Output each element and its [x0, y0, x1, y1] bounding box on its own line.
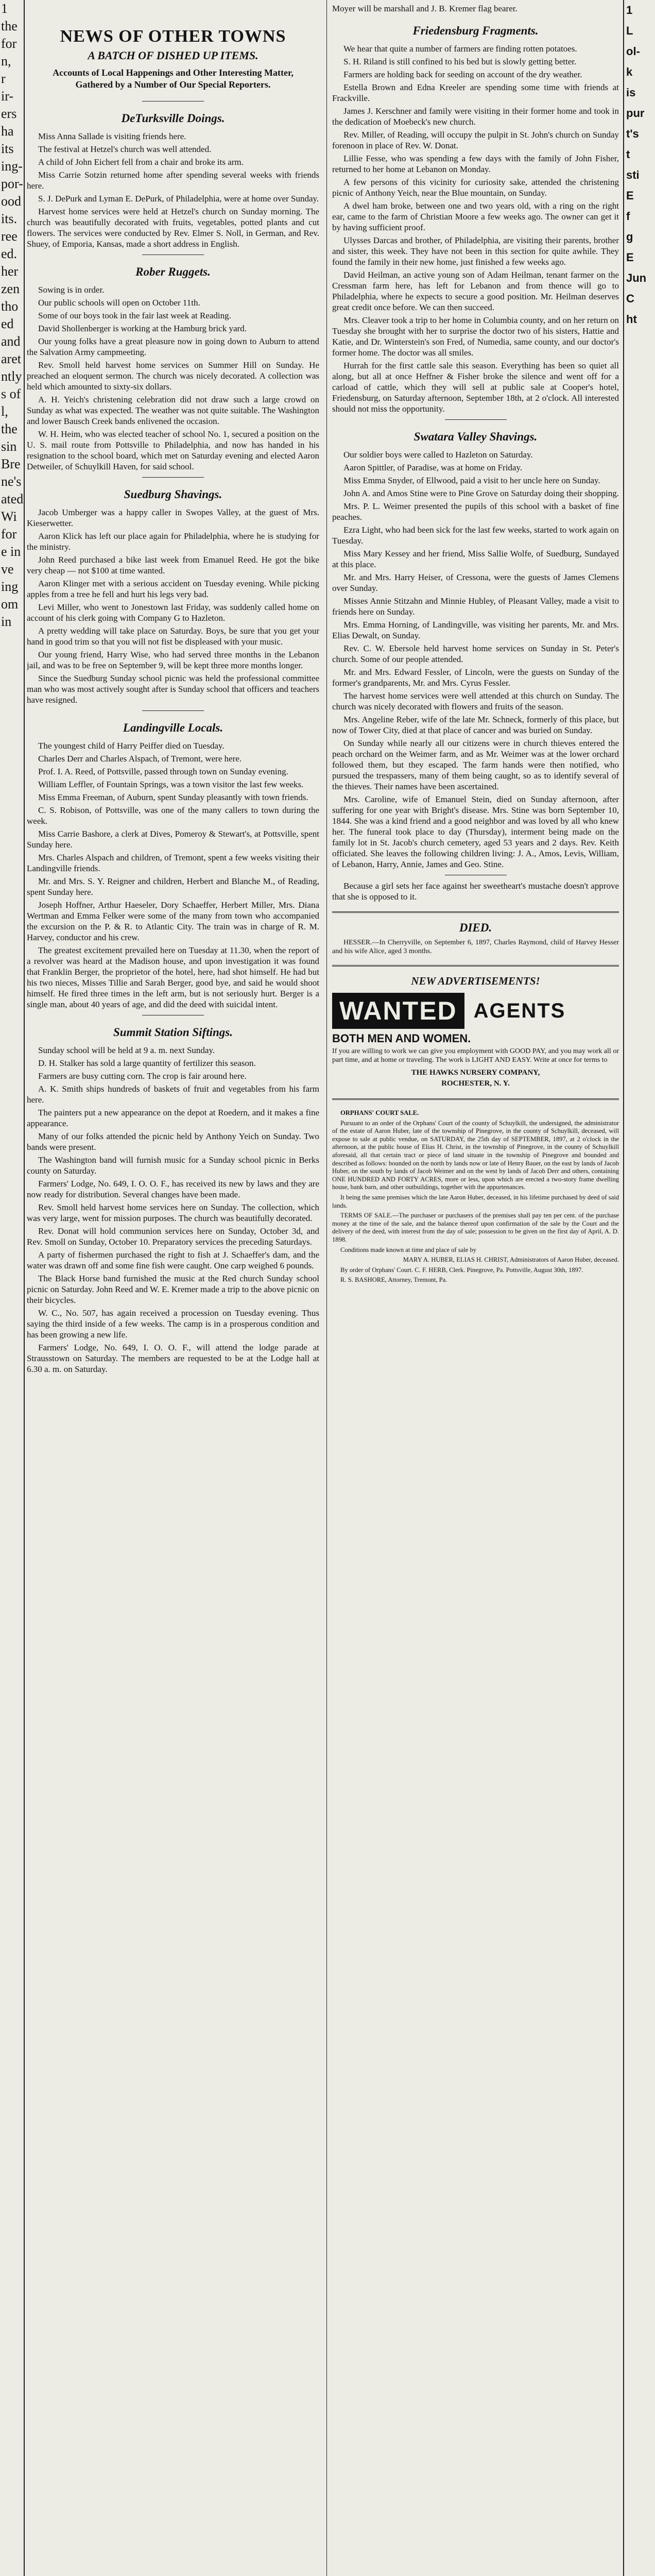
right-fragment-line: f — [626, 210, 630, 223]
divider — [445, 419, 507, 420]
ad-firm-city: ROCHESTER, N. Y. — [441, 1079, 510, 1088]
subdeck: Accounts of Local Happenings and Other Interesting Matter, Gathered by a Number of Our Special Reporters. — [53, 67, 294, 90]
news-item: A party of fishermen purchased the right to fish at J. Schaeffer's dam, and the water was drawn off and some fine fish were caught. One carp weighed 6 pounds. — [27, 1250, 319, 1270]
news-item: C. S. Robison, of Pottsville, was one of the many callers to town during the week. — [27, 805, 319, 826]
news-item: Lillie Fesse, who was spending a few days with the family of John Fisher, returned to her home at Lebanon on Monday. — [332, 154, 619, 174]
column-one-sections — [27, 113, 319, 1375]
notice-paragraph: Pursuant to an order of the Orphans' Court of the county of Schuylkill, the undersigned, the administrator of the estate of Aaron Huber, late of the township of Pinegrove, in the county of Schuylkill, deceased, will expose to sale at public vendue, on SATURDAY, the 25th day of SEPTEMBER, 1897, at 2 o'clock in the afternoon, at the public house of Elias H. Christ, in the township of Pinegrove, in the county of Schuylkill aforesaid, all that certain tract or piece of land situate in the township of Pinegrove and bounded and described as follows: bounded on the north by lands now or late of Henry Bauer, on the east by lands of Jacob Huber, on the south by lands of Jacob Weimer and on the west by lands of Jacob Derr and others, containing ONE HUNDRED AND FORTY ACRES, more or less, upon which are erected a two-story frame dwelling house, bank barn, and other outbuildings, together with the appurtenances. — [332, 1119, 619, 1191]
news-item: Farmers' Lodge, No. 649, I. O. O. F., has received its new by laws and they are now ready for distribution. Several changes have been made. — [27, 1179, 319, 1199]
left-fragment-line: om — [1, 597, 19, 612]
continued-paragraph: Moyer will be marshall and J. B. Kremer flag bearer. — [332, 4, 518, 13]
ad-subhead: BOTH MEN AND WOMEN. — [332, 1032, 471, 1045]
right-column-fragment — [623, 0, 655, 2576]
news-item: Many of our folks attended the picnic held by Anthony Yeich on Sunday. Two bands were present. — [27, 1131, 319, 1152]
news-item: Harvest home services were held at Hetzel's church on Sunday morning. The church was beautifully decorated with fruits, vegetables, potted plants and cut flowers. The services were conducted by Rev. Elmer S. Noll, in German, and Rev. Shuey, of Emporia, Kansas, made a short address in English. — [27, 207, 319, 249]
news-item: Mrs. Cleaver took a trip to her home in Columbia county, and on her return on Tuesday she brought with her to surprise the doctor two of his sisters, Hattie and Katie, and Dr. Winterstein's son Fred, of Numedia, same county, and our doctor's former home. The doctor was all smiles. — [332, 315, 619, 358]
section-heading: Swatara Valley Shavings. — [413, 430, 538, 443]
news-item: Rev. Donat will hold communion services here on Sunday, October 3d, and Rev. Smoll on Sunday, October 10. Preparatory services the preceding Saturdays. — [27, 1226, 319, 1247]
deck: A BATCH OF DISHED UP ITEMS. — [88, 49, 258, 62]
divider — [142, 710, 204, 711]
left-fragment-line: ed — [1, 316, 14, 331]
section-heading: Friedensburg Fragments. — [412, 24, 539, 37]
notice-paragraph: Conditions made known at time and place of sale by — [340, 1246, 477, 1253]
news-item: Rev. Smoll held harvest home services on Summer Hill on Sunday. He preached an eloquent sermon. The church was nicely decorated. A collection was held which amounted to sixty-six dollars. — [27, 360, 319, 392]
left-fragment-line: for — [1, 36, 17, 51]
news-item: A. K. Smith ships hundreds of baskets of fruit and vegetables from his farm here. — [27, 1084, 319, 1105]
column-one — [27, 0, 319, 2576]
ad-body: If you are willing to work we can give you employment with GOOD PAY, and you may work all or part time, and at home or traveling. The work is LIGHT AND EASY. Write at once for terms to — [332, 1047, 619, 1064]
right-fragment-line: g — [626, 230, 633, 243]
left-fragment-line: ve — [1, 562, 14, 577]
news-item: The festival at Hetzel's church was well attended. — [38, 144, 212, 154]
news-item: The painters put a new appearance on the depot at Roedern, and it makes a fine appearance. — [27, 1108, 319, 1128]
left-fragment-line: sin — [1, 439, 17, 454]
news-item: Mrs. Angeline Reber, wife of the late Mr. Schneck, formerly of this place, but now of Tower City, died at that place of cancer and was buried on Sunday. — [332, 715, 619, 735]
right-fragment-line: k — [626, 65, 633, 78]
notice-signature: MARY A. HUBER, ELIAS H. CHRIST, Administrators of Aaron Huber, deceased. — [403, 1256, 619, 1264]
news-item: Our young friend, Harry Wise, who had served three months in the Lebanon jail, and was to be free on September 9, will be kept three more months longer. — [27, 650, 319, 670]
left-fragment-line: ha — [1, 124, 14, 139]
right-fragment-line: E — [626, 251, 634, 264]
agents-label: AGENTS — [473, 999, 566, 1022]
news-item: Our soldier boys were called to Hazleton on Saturday. — [343, 450, 533, 460]
news-item: A dwel ham broke, between one and two years old, with a ring on the right ear, came to the farm of Christian Moore a few weeks ago. The owner can get it by having sufficient proof. — [332, 201, 619, 232]
column-two — [326, 0, 619, 2576]
left-fragment-line: ood — [1, 194, 21, 209]
divider — [332, 911, 619, 913]
news-item: Miss Emma Snyder, of Ellwood, paid a visit to her uncle here on Sunday. — [343, 476, 600, 485]
news-item: Miss Carrie Bashore, a clerk at Dives, Pomeroy & Stewart's, at Pottsville, spent Sunday here. — [27, 829, 319, 850]
left-fragment-line: in — [1, 614, 12, 629]
news-item: Rev. C. W. Ebersole held harvest home services on Sunday in St. Peter's church. Some of our people attended. — [332, 643, 619, 664]
column-two-sections — [332, 25, 619, 870]
left-fragment-line: its. — [1, 211, 18, 226]
left-fragment-line: ree — [1, 229, 18, 244]
right-fragment-line: ol- — [626, 45, 640, 58]
divider — [332, 965, 619, 967]
news-item: Prof. I. A. Reed, of Pottsville, passed through town on Sunday evening. — [38, 767, 288, 776]
left-fragment-line: tho — [1, 299, 19, 314]
left-fragment-line: ntly — [1, 369, 22, 384]
news-item: The harvest home services were well attended at this church on Sunday. The church was nicely decorated with flowers and fruits of the season. — [332, 691, 619, 711]
right-fragment-line: E — [626, 189, 634, 202]
news-item: A pretty wedding will take place on Saturday. Boys, be sure that you get your hand in good trim so that you will not fist be displeased with your music. — [27, 626, 319, 647]
news-item: Joseph Hoffner, Arthur Haeseler, Dory Schaeffer, Herbert Miller, Mrs. Diana Wertman and Emma Felker were some of the many from town who accompanied the excursion on the P. & R. to Atlantic City. The train was in charge of R. M. Harvey, conductor and his crew. — [27, 900, 319, 942]
news-item: Rev. Miller, of Reading, will occupy the pulpit in St. John's church on Sunday forenoon in place of Rev. W. Donat. — [332, 130, 619, 150]
left-fragment-line: n, — [1, 54, 11, 69]
section-heading: Landingville Locals. — [123, 721, 223, 734]
ad-firm-name: THE HAWKS NURSERY COMPANY, — [411, 1069, 540, 1077]
left-column-fragment — [0, 0, 25, 2576]
left-fragment-line: por- — [1, 176, 23, 191]
section-heading: Summit Station Siftings. — [113, 1026, 233, 1039]
news-item: David Heilman, an active young son of Adam Heilman, tenant farmer on the Cressman farm here, has left for Lebanon and from thence will go to Philadelphia, where he expects to secure a good position. Mr. Heilman deserves great credit once before. We can then succeed. — [332, 270, 619, 312]
news-item: Farmers' Lodge, No. 649, I. O. O. F., will attend the lodge parade at Strausstown on Saturday. The members are requested to be at the Lodge hall at 6.30 a. m. on Saturday. — [27, 1343, 319, 1374]
right-fragment-line: sti — [626, 168, 640, 181]
news-item: Mr. and Mrs. Edward Fessler, of Lincoln, were the guests on Sunday of the former's grandparents, Mr. and Mrs. Cyrus Fessler. — [332, 667, 619, 688]
news-item: We hear that quite a number of farmers are finding rotten potatoes. — [343, 44, 577, 54]
right-fragment-line: t's — [626, 127, 639, 140]
right-fragment-line: t — [626, 148, 630, 161]
news-item: A few persons of this vicinity for curiosity sake, attended the christening picnic of Anthony Yeich, near the Blue mountain, on Sunday. — [332, 177, 619, 198]
news-item: The Black Horse band furnished the music at the Red church Sunday school picnic on Saturday. John Reed and W. E. Kremer made a trip to the above picnic on their bicycles. — [27, 1274, 319, 1305]
left-fragment-line: s of — [1, 386, 21, 401]
section-heading: DeTurksville Doings. — [121, 112, 225, 125]
right-fragment-line: Jun — [626, 272, 647, 284]
news-item: Miss Emma Freeman, of Auburn, spent Sunday pleasantly with town friends. — [38, 792, 308, 802]
right-fragment-line: C — [626, 292, 634, 305]
news-item: Charles Derr and Charles Alspach, of Tremont, were here. — [38, 754, 242, 764]
news-item: Aaron Klick has left our place again for Philadelphia, where he is studying for the ministry. — [27, 531, 319, 552]
left-fragment-line: r — [1, 71, 6, 86]
news-item: John Reed purchased a bike last week from Emanuel Reed. He got the bike very cheap — not $100 at time wanted. — [27, 555, 319, 575]
news-item: The youngest child of Harry Peiffer died on Tuesday. — [38, 741, 225, 751]
left-fragment-line: her — [1, 264, 19, 279]
news-item: Sunday school will be held at 9 a. m. next Sunday. — [38, 1045, 215, 1055]
right-fragment-line: is — [626, 86, 636, 99]
news-item: Mrs. P. L. Weimer presented the pupils of this school with a basket of fine peaches. — [332, 501, 619, 522]
filler-item: Because a girl sets her face against her sweetheart's mustache doesn't approve that she is opposed to it. — [332, 881, 619, 902]
news-item: Ulysses Darcas and brother, of Philadelphia, are visiting their parents, brother and sister, this week. They have not been in this section for quite awhile. They found the family in their new home, just finished a few weeks ago. — [332, 235, 619, 267]
section-heading: Suedburg Shavings. — [124, 488, 222, 501]
news-item: Mrs. Caroline, wife of Emanuel Stein, died on Sunday afternoon, after suffering for one year with Bright's disease. Mrs. Stine was born September 10, 1844. She was a kind friend and a good neighbor and was loved by all who knew her. The funeral took place to day (Thursday), interment being made on the family lot in St. Jacob's church cemetery, aged 53 years and 2 days. Rev. Keith officiated. She leaves the following children living: J. A., Amos, Levis, William, of Lebanon, Harry, Annie, James and Geo. Stine. — [332, 794, 619, 869]
news-item: John A. and Amos Stine were to Pine Grove on Saturday doing their shopping. — [343, 488, 619, 498]
news-item: Sowing is in order. — [38, 285, 105, 295]
left-fragment-line: Wi — [1, 509, 17, 524]
news-item: S. H. Riland is still confined to his bed but is slowly getting better. — [343, 57, 577, 66]
left-fragment-line: ed. — [1, 246, 18, 261]
news-item: Our public schools will open on October 11th. — [38, 298, 200, 308]
divider — [332, 1098, 619, 1100]
left-fragment-line: ir- — [1, 89, 14, 104]
notice-attorney: R. S. BASHORE, Attorney, Tremont, Pa. — [340, 1276, 447, 1284]
left-fragment-line: for — [1, 527, 17, 541]
news-item: Some of our boys took in the fair last week at Reading. — [38, 311, 231, 320]
left-fragment-line: ated — [1, 492, 24, 506]
news-item: The greatest excitement prevailed here on Tuesday at 11.30, when the report of a revolver was heard at the Madison house, and upon investigation it was found that Franklin Berger, the proprietor of the hotel, here, had shot himself. He had but his two nieces, Misses Tillie and Sarah Berger, good bye, and said he would shoot himself. He fired three times in the left arm, but is not seriously hurt. Berger is a single man, about 40 years of age, and did the deed with suicidal intent. — [27, 945, 319, 1009]
left-fragment-line: l, — [1, 404, 8, 419]
notice-heading: ORPHANS' COURT SALE. — [340, 1109, 419, 1116]
news-item: S. J. DePurk and Lyman E. DePurk, of Philadelphia, were at home over Sunday. — [38, 194, 319, 204]
left-fragment-line: zen — [1, 281, 20, 296]
news-item: Miss Mary Kessey and her friend, Miss Sallie Wolfe, of Suedburg, Sundayed at this place. — [332, 549, 619, 569]
news-item: Rev. Smoll held harvest home services here on Sunday. The collection, which was very large, went for mission purposes. The church was beautifully decorated. — [27, 1202, 319, 1223]
left-fragment-line: ing- — [1, 159, 23, 174]
section-heading: Rober Ruggets. — [135, 265, 211, 278]
left-fragment-line: ers — [1, 106, 17, 121]
left-fragment-line: and — [1, 334, 21, 349]
news-item: Aaron Klinger met with a serious accident on Tuesday evening. While picking apples from a tree he fell and hurt his legs very bad. — [27, 579, 319, 599]
news-item: David Shollenberger is working at the Hamburg brick yard. — [38, 324, 247, 333]
headline: NEWS OF OTHER TOWNS — [60, 27, 286, 46]
news-item: Mr. and Mrs. Harry Heiser, of Cressona, were the guests of James Clemens over Sunday. — [332, 572, 619, 593]
news-item: Hurrah for the first cattle sale this season. Everything has been so quiet all along, but all at once Heffner & Fisher broke the silence and went off for a carload of cattle, which they will sell at public sale at Cooper's hotel, Friedensburg, on Saturday afternoon, September 18th, at 2 o'clock. All interested should not miss the opportunity. — [332, 361, 619, 414]
ad-firm — [332, 1067, 619, 1089]
news-item: Mrs. Charles Alspach and children, of Tremont, spent a few weeks visiting their Landingville friends. — [27, 853, 319, 873]
news-item: James J. Kerschner and family were visiting in their former home and took in the dedication of Moebeck's new church. — [332, 106, 619, 127]
news-item: Ezra Light, who had been sick for the last few weeks, started to work again on Tuesday. — [332, 525, 619, 546]
died-heading: DIED. — [459, 921, 492, 934]
notice-order: By order of Orphans' Court. C. F. HERB, Clerk. Pinegrove, Pa. Pottsville, August 30th, 1897. — [340, 1266, 583, 1274]
news-item: The Washington band will furnish music for a Sunday school picnic in Berks county on Saturday. — [27, 1155, 319, 1176]
notice-paragraphs — [332, 1120, 619, 1255]
news-item: Since the Suedburg Sunday school picnic was held the professional committee man who was most actively sought after is Sunday school that officers and teachers have resigned. — [27, 673, 319, 705]
news-item: Miss Anna Sallade is visiting friends here. — [38, 131, 186, 141]
left-fragment-line: its — [1, 141, 14, 156]
left-fragment-line: ing — [1, 579, 19, 594]
news-item: Jacob Umberger was a happy caller in Swopes Valley, at the guest of Mrs. Kieserwetter. — [27, 507, 319, 528]
news-item: Estella Brown and Edna Kreeler are spending some time with friends at Frackville. — [332, 82, 619, 103]
right-fragment-line: ht — [626, 313, 637, 326]
notice-paragraph: TERMS OF SALE.—The purchaser or purchasers of the premises shall pay ten per cent. of the purchase money at the time of the sale, and the balance thereof upon confirmation of the sale by the Court and the delivery of the deed, with interest from the day of sale; possession to be given on the first day of April, A. D. 1898. — [332, 1212, 619, 1243]
right-fragment-line: L — [626, 24, 633, 37]
notice-paragraph: It being the same premises which the late Aaron Huber, deceased, in his lifetime purchased by deed of said lands. — [332, 1193, 619, 1209]
left-fragment-line: the — [1, 19, 18, 33]
left-fragment-line: 1 — [1, 1, 8, 16]
ads-heading: NEW ADVERTISEMENTS! — [411, 975, 540, 987]
news-item: W. H. Heim, who was elected teacher of school No. 1, secured a position on the U. S. mail route from Pottsville to Philadelphia, and now has handed in his resignation to the school board, which met on Saturday evening and elected Aaron Detweiler, of Schuylkill Haven, for said school. — [27, 429, 319, 471]
news-item: Farmers are holding back for seeding on account of the dry weather. — [343, 70, 582, 79]
left-fragment-line: e in — [1, 544, 21, 559]
news-item: William Leffler, of Fountain Springs, was a town visitor the last few weeks. — [38, 779, 304, 789]
left-fragment-line: aret — [1, 351, 21, 366]
news-item: A. H. Yeich's christening celebration did not draw such a large crowd on Sunday as what was expected. The weather was not quite suitable. The Washington and lower Bausch Creek bands enlivened the occasion. — [27, 395, 319, 426]
news-item: D. H. Stalker has sold a large quantity of fertilizer this season. — [38, 1058, 256, 1068]
news-item: On Sunday while nearly all our citizens were in church thieves entered the peach orchard on the Weimer farm, and as Mr. Weimer was at the lower orchard followed them, but they escaped. The farm hands were then notified, who pursued the trespassers, many of them being caught, so as to identify several of the thieves. Their names have been ascertained. — [332, 738, 619, 791]
wanted-label: WANTED — [332, 993, 464, 1029]
right-fragment-line: 1 — [626, 4, 633, 16]
orphans-court-notice — [332, 1109, 619, 1284]
news-item: W. C., No. 507, has again received a procession on Tuesday evening. Thus saying the third inside of a few weeks. The camp is in a prosperous condition and has been growing a new life. — [27, 1308, 319, 1340]
left-fragment-line: Bre — [1, 456, 21, 471]
news-item: Farmers are busy cutting corn. The crop is fair around here. — [38, 1071, 247, 1081]
left-fragment-line: ne's — [1, 474, 22, 489]
news-item: Mr. and Mrs. S. Y. Reigner and children, Herbert and Blanche M., of Reading, spent Sunday here. — [27, 876, 319, 897]
news-item: Miss Carrie Sotzin returned home after spending several weeks with friends here. — [27, 170, 319, 191]
news-item: Aaron Spittler, of Paradise, was at home on Friday. — [343, 463, 523, 472]
wanted-ad-banner — [332, 993, 619, 1029]
news-item: Levi Miller, who went to Jonestown last Friday, was suddenly called home on account of his clerk going with Company G to Hazleton. — [27, 602, 319, 623]
news-item: Mrs. Emma Horning, of Landingville, was visiting her parents, Mr. and Mrs. Elias Dewalt, on Sunday. — [332, 620, 619, 640]
news-item: Misses Annie Stitzahn and Minnie Hubley, of Pleasant Valley, made a visit to friends here on Sunday. — [332, 596, 619, 617]
death-notice: HESSER.—In Cherryville, on September 6, 1897, Charles Raymond, child of Harvey Hesser and his wife Alice, aged 3 months. — [332, 939, 619, 955]
news-item: A child of John Eichert fell from a chair and broke its arm. — [38, 157, 244, 167]
divider — [142, 477, 204, 478]
right-fragment-line: pur — [626, 107, 645, 120]
news-item: Our young folks have a great pleasure now in going down to Auburn to attend the Salvation Army campmeeting. — [27, 336, 319, 357]
left-fragment-line: the — [1, 421, 18, 436]
